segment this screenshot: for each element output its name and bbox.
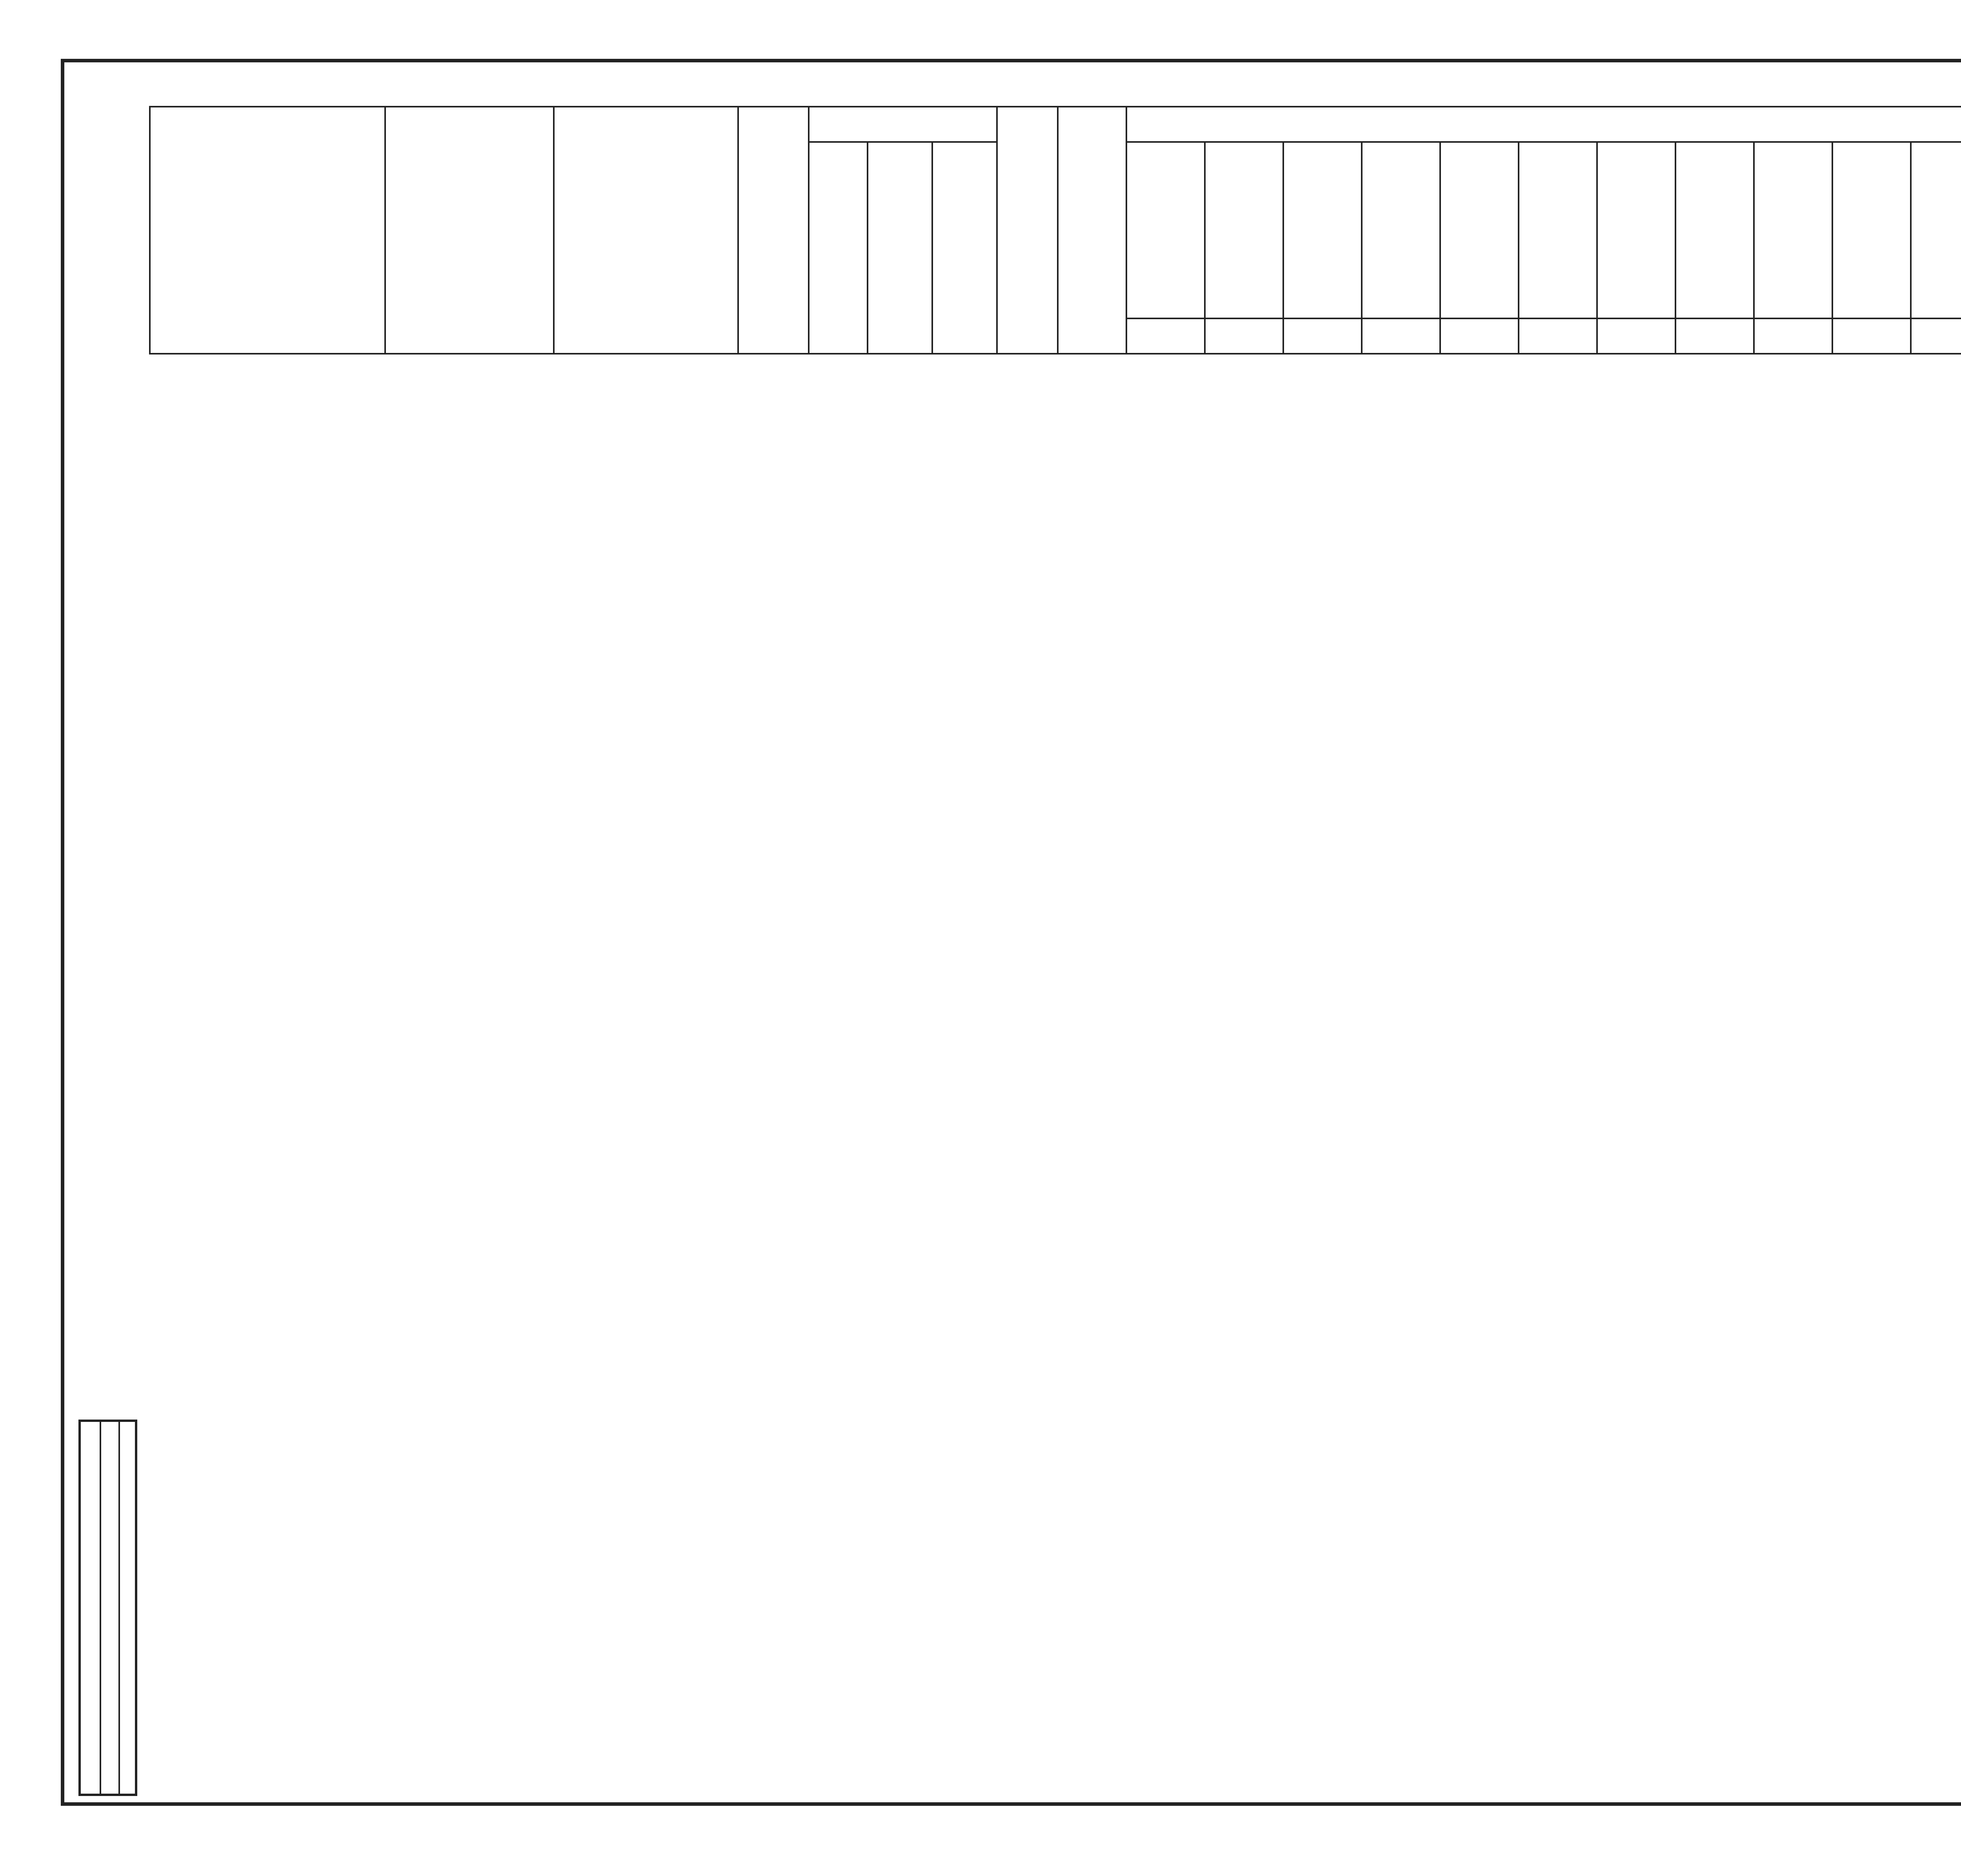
header-element-16 — [1597, 142, 1675, 318]
element-code-13 — [1362, 318, 1440, 354]
steel-spec-table — [149, 106, 1961, 354]
element-code-11 — [1205, 318, 1283, 354]
header-element-13 — [1362, 142, 1440, 318]
header-element-11 — [1205, 142, 1283, 318]
header-code-size — [932, 142, 997, 354]
header-code-profile — [868, 142, 932, 354]
header-mass-group — [1126, 107, 1961, 142]
element-code-17 — [1675, 318, 1754, 354]
header-element-14 — [1440, 142, 1519, 318]
element-code-12 — [1283, 318, 1362, 354]
header-element-12 — [1283, 142, 1362, 318]
header-element-17 — [1675, 142, 1754, 318]
header-profile — [150, 107, 385, 354]
element-code-20 — [1911, 318, 1961, 354]
element-code-19 — [1832, 318, 1911, 354]
element-code-15 — [1519, 318, 1597, 354]
element-code-16 — [1597, 318, 1675, 354]
title-block — [1486, 1561, 1961, 1806]
element-code-18 — [1754, 318, 1832, 354]
header-element-18 — [1754, 142, 1832, 318]
element-code-10 — [1126, 318, 1205, 354]
left-stamp-strip — [78, 1420, 137, 1796]
header-element-20 — [1911, 142, 1961, 318]
side-label — [82, 102, 137, 573]
header-element-19 — [1832, 142, 1911, 318]
element-code-14 — [1440, 318, 1519, 354]
header-quantity — [997, 107, 1058, 354]
header-element-10 — [1126, 142, 1205, 318]
header-element-15 — [1519, 142, 1597, 318]
header-steel-grade — [385, 107, 554, 354]
header-designation — [554, 107, 738, 354]
header-number — [738, 107, 809, 354]
header-length — [1058, 107, 1126, 354]
header-code-grade — [809, 142, 868, 354]
header-code-group — [809, 107, 997, 142]
